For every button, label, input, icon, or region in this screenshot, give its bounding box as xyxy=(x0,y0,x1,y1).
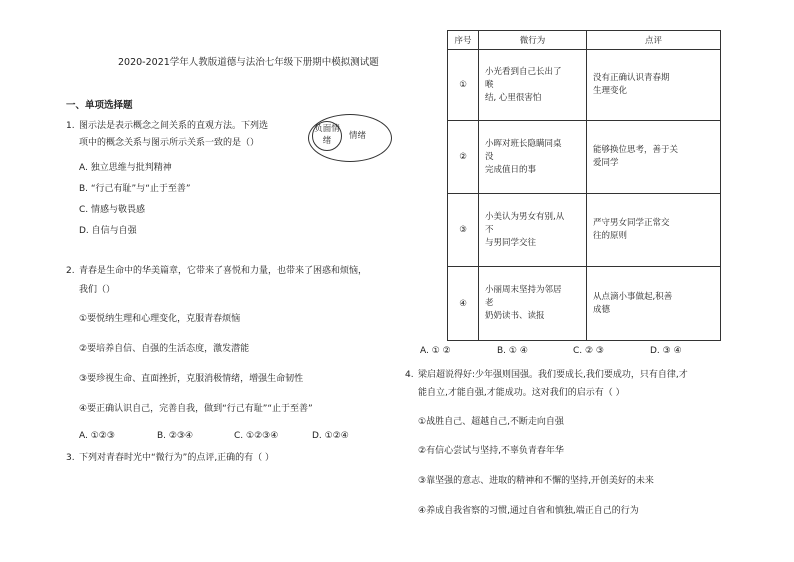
q1-option-c: C. 情感与敬畏感 xyxy=(79,205,146,215)
row-act-line: 结, 心里很害怕 xyxy=(485,92,542,103)
q1-option-b: B. “行己有耻”与“止于至善” xyxy=(79,184,191,194)
q1-number: 1. xyxy=(66,121,75,131)
table-header-row xyxy=(448,31,721,50)
row-act-line: 与男同学交往 xyxy=(485,237,537,248)
q4-item-4: ④养成自我省察的习惯,通过自省和慎独,端正自己的行为 xyxy=(418,506,639,516)
page-title: 2020-2021学年人教版道德与法治七年级下册期中模拟测试题 xyxy=(118,57,379,68)
row-comment-line: 成德 xyxy=(593,304,611,315)
row-no: ④ xyxy=(448,267,479,341)
header-act: 微行为 xyxy=(479,31,587,50)
q1-option-d: D. 自信与自强 xyxy=(79,226,137,236)
q2-stem-line1: 青春是生命中的华美篇章，它带来了喜悦和力量，也带来了困惑和烦恼， xyxy=(79,266,368,276)
q4-stem-line2: 能自立,才能自强,才能成功。这对我们的启示有（ ） xyxy=(418,388,625,398)
row-act-line: 完成值日的事 xyxy=(485,164,537,175)
q3-stem: 下列对青春时光中“微行为”的点评,正确的有（ ） xyxy=(79,453,275,463)
q3-option-b: B. ① ④ xyxy=(497,346,528,356)
table-row xyxy=(448,267,721,341)
row-act xyxy=(479,121,587,194)
q4-item-3: ③靠坚强的意志、进取的精神和不懈的坚持,开创美好的未来 xyxy=(418,476,654,486)
row-act-line: 奶奶读书、读报 xyxy=(485,311,545,321)
venn-inner-label: 负面情绪 xyxy=(314,124,340,146)
q2-option-d: D. ①②④ xyxy=(312,431,349,441)
row-act-line: 小光看到自己长出了 xyxy=(485,66,562,77)
q2-item-3: ③要珍视生命、直面挫折，克服消极情绪，增强生命韧性 xyxy=(79,374,304,384)
row-comment-line: 往的原则 xyxy=(593,231,628,241)
row-comment xyxy=(587,121,721,194)
row-no: ② xyxy=(448,121,479,194)
row-comment xyxy=(587,194,721,267)
venn-outer-label: 情绪 xyxy=(349,131,367,141)
row-act xyxy=(479,194,587,267)
q2-number: 2. xyxy=(66,266,75,276)
q2-option-c: C. ①②③④ xyxy=(234,431,279,441)
row-act-line: 不 xyxy=(485,224,494,235)
row-comment-line: 从点滴小事做起,积善 xyxy=(593,291,673,302)
q4-item-2: ②有信心尝试与坚持,不辜负青春年华 xyxy=(418,446,564,456)
table-row xyxy=(448,50,721,121)
row-comment xyxy=(587,50,721,121)
row-comment xyxy=(587,267,721,341)
q3-option-d: D. ③ ④ xyxy=(650,346,682,356)
q2-option-a: A. ①②③ xyxy=(79,431,115,441)
row-comment-line: 能够换位思考，善于关 xyxy=(593,145,679,155)
table-row xyxy=(448,194,721,267)
row-act-line: 老 xyxy=(485,298,494,308)
row-comment-line: 生理变化 xyxy=(593,86,628,96)
q4-item-1: ①战胜自己、超越自己,不断走向自强 xyxy=(418,417,564,427)
header-comment: 点评 xyxy=(587,31,721,50)
q1-option-a: A. 独立思维与批判精神 xyxy=(79,163,172,173)
q2-option-b: B. ②③④ xyxy=(157,431,194,441)
row-act xyxy=(479,50,587,121)
row-no: ③ xyxy=(448,194,479,267)
behavior-table xyxy=(447,30,721,341)
q1-stem-line2: 项中的概念关系与图示所示关系一致的是（） xyxy=(79,138,260,148)
row-act-line: 小丽周末坚持为邻居 xyxy=(485,285,562,295)
row-comment-line: 爱同学 xyxy=(593,158,619,168)
q2-item-2: ②要培养自信、自强的生活态度，激发潜能 xyxy=(79,344,250,354)
q1-stem-line1: 图示法是表示概念之间关系的直观方法。下列选 xyxy=(79,121,269,131)
row-comment-line: 没有正确认识青春期 xyxy=(593,73,670,83)
header-no: 序号 xyxy=(448,31,479,50)
q3-option-a: A. ① ② xyxy=(420,346,451,356)
q3-option-c: C. ② ③ xyxy=(573,346,605,356)
row-act-line: 小美认为男女有别,从 xyxy=(485,211,565,222)
q4-stem-line1: 梁启超说得好:少年强则国强。我们要成长,我们要成功，只有自律,才 xyxy=(418,370,688,380)
row-act-line: 小晖对班长隐瞒同桌 xyxy=(485,138,562,149)
q2-item-1: ①要悦纳生理和心理变化，克服青春烦恼 xyxy=(79,314,241,324)
table-row xyxy=(448,121,721,194)
q2-stem-line2: 我们（） xyxy=(79,285,116,295)
row-comment-line: 严守男女同学正常交 xyxy=(593,218,670,228)
q2-item-4: ④要正确认识自己，完善自我，做到“行己有耻”“止于至善” xyxy=(79,404,313,414)
row-act xyxy=(479,267,587,341)
row-act-line: 喉 xyxy=(485,79,494,90)
row-act-line: 没 xyxy=(485,151,494,162)
q3-number: 3. xyxy=(66,453,75,463)
section-heading: 一、单项选择题 xyxy=(66,100,133,111)
q4-number: 4. xyxy=(405,370,414,380)
row-no: ① xyxy=(448,50,479,121)
